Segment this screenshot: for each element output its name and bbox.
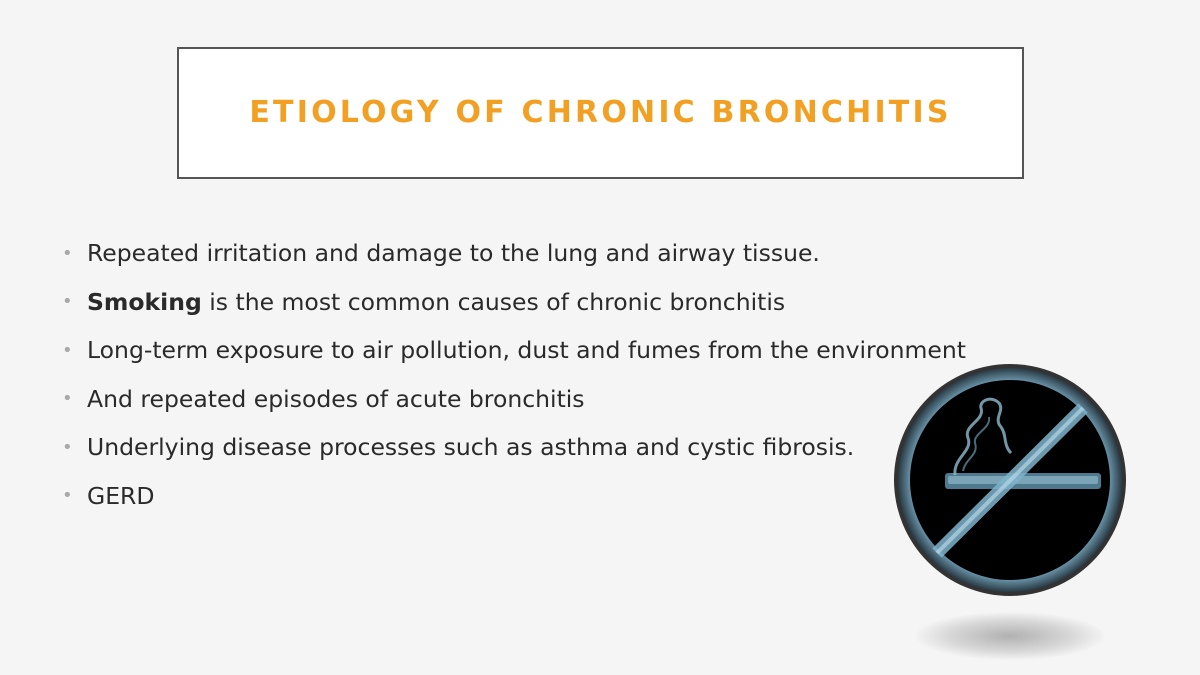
slide-title: ETIOLOGY OF CHRONIC BRONCHITIS [249, 94, 952, 130]
bullet-dot: • [62, 388, 73, 410]
bullet-bold: Smoking [87, 287, 202, 316]
bullet-item [62, 472, 966, 521]
bullet-text: And repeated episodes of acute bronchitis [87, 384, 585, 413]
bullet-dot: • [62, 291, 73, 313]
bullet-item [62, 326, 966, 375]
bullet-text: is the most common causes of chronic bronchitis [201, 287, 786, 316]
bullet-text: Underlying disease processes such as asthma and cystic fibrosis. [87, 433, 855, 462]
no-smoking-icon [893, 363, 1127, 597]
bullet-list [62, 229, 966, 520]
bullet-dot: • [62, 436, 73, 458]
bullet-item [62, 423, 966, 472]
image-shadow [915, 612, 1105, 660]
bullet-dot: • [62, 339, 73, 361]
bullet-item [62, 229, 966, 278]
bullet-text: GERD [87, 481, 155, 510]
bullet-item [62, 278, 966, 327]
bullet-text: Repeated irritation and damage to the lung and airway tissue. [87, 239, 820, 268]
bullet-text: Long-term exposure to air pollution, dust and fumes from the environment [87, 336, 966, 365]
bullet-dot: • [62, 242, 73, 264]
bullet-item [62, 375, 966, 424]
bullet-dot: • [62, 485, 73, 507]
title-box [177, 47, 1024, 179]
